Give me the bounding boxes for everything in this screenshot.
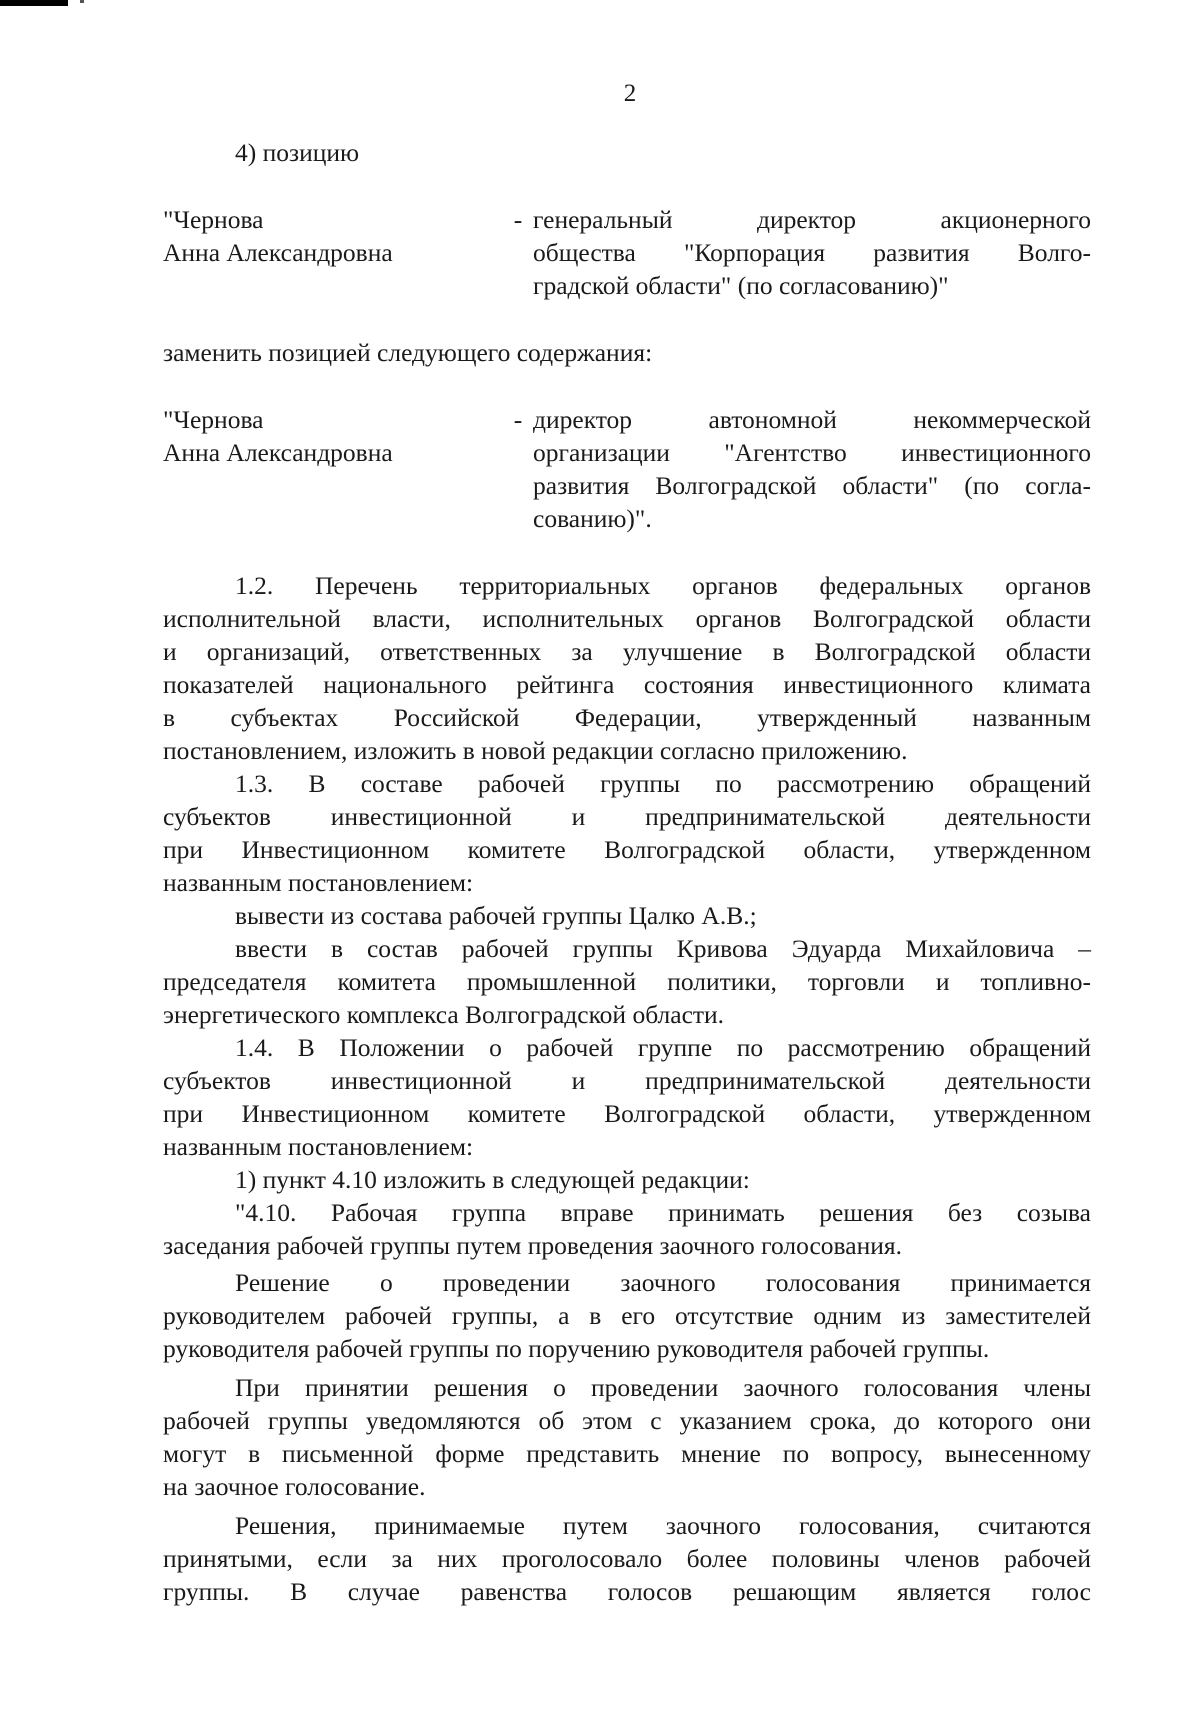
- new-entry-name: [163, 403, 503, 535]
- new-entry-desc-line: развития Волгоградской области" (по согла-: [533, 471, 1091, 500]
- text-line: субъектов инвестиционной и предпринимательской деятельности: [163, 1066, 1091, 1095]
- new-entry-desc-line: директор автономной некоммерческой: [533, 405, 1091, 434]
- old-entry: [163, 203, 1091, 302]
- paragraph-1-2: [163, 569, 1091, 767]
- new-entry: [163, 403, 1091, 535]
- new-entry-dash: -: [513, 405, 523, 434]
- text-line: руководителя рабочей группы по поручению руководителя рабочей группы.: [163, 1334, 990, 1363]
- new-entry-description: [533, 403, 1091, 535]
- paragraph-1-3: [163, 767, 1091, 1031]
- text-line: вывести из состава рабочей группы Цалко А.В.;: [235, 901, 757, 930]
- old-entry-desc-line: общества "Корпорация развития Волго-: [533, 238, 1091, 267]
- replace-instruction: заменить позицией следующего содержания:: [163, 338, 653, 367]
- text-line: руководителем рабочей группы, а в его отсутствие одним из заместителей: [163, 1301, 1091, 1330]
- old-entry-desc-line: генеральный директор акционерного: [533, 205, 1091, 234]
- item4-intro: 4) позицию: [235, 138, 360, 167]
- old-entry-name-line: Анна Александровна: [163, 238, 393, 267]
- page-number: 2: [623, 80, 637, 107]
- text-line: Решения, принимаемые путем заочного голосования, считаются: [235, 1511, 1091, 1540]
- text-line: ввести в состав рабочей группы Кривова Эдуарда Михайловича –: [235, 934, 1091, 963]
- old-entry-name-line: "Чернова: [163, 205, 264, 234]
- text-line: в субъектах Российской Федерации, утвержденный названным: [163, 703, 1091, 732]
- text-line: и организаций, ответственных за улучшение в Волгоградской области: [163, 637, 1091, 666]
- text-line: на заочное голосование.: [163, 1472, 426, 1501]
- text-line: 1.4. В Положении о рабочей группе по рассмотрению обращений: [235, 1033, 1091, 1062]
- text-line: группы. В случае равенства голосов решающим является голос: [163, 1577, 1091, 1606]
- old-entry-desc-line: градской области" (по согласованию)": [533, 271, 949, 300]
- text-line: 1) пункт 4.10 изложить в следующей редакции:: [235, 1165, 750, 1194]
- text-line: заседания рабочей группы путем проведения заочного голосования.: [163, 1231, 902, 1260]
- text-line: принятыми, если за них проголосовало более половины членов рабочей: [163, 1544, 1091, 1573]
- old-entry-name: [163, 203, 503, 302]
- text-line: могут в письменной форме представить мнение по вопросу, вынесенному: [163, 1439, 1091, 1468]
- text-line: 1.3. В составе рабочей группы по рассмотрению обращений: [235, 769, 1091, 798]
- new-entry-desc-line: организации "Агентство инвестиционного: [533, 438, 1091, 467]
- paragraph-1-4: [163, 1031, 1091, 1262]
- paragraph-decision: [163, 1266, 1091, 1365]
- text-line: При принятии решения о проведении заочного голосования члены: [235, 1373, 1091, 1402]
- text-line: названным постановлением:: [163, 1132, 474, 1161]
- text-line: названным постановлением:: [163, 868, 474, 897]
- text-line: "4.10. Рабочая группа вправе принимать решения без созыва: [235, 1198, 1091, 1227]
- text-line: 1.2. Перечень территориальных органов федеральных органов: [235, 571, 1091, 600]
- text-line: показателей национального рейтинга состояния инвестиционного климата: [163, 670, 1091, 699]
- document-body: [163, 136, 1091, 1608]
- scan-edge-mark: [0, 0, 68, 6]
- text-line: рабочей группы уведомляются об этом с указанием срока, до которого они: [163, 1406, 1091, 1435]
- text-line: исполнительной власти, исполнительных органов Волгоградской области: [163, 604, 1091, 633]
- paragraph-notify: [163, 1371, 1091, 1503]
- text-line: Решение о проведении заочного голосования принимается: [235, 1268, 1091, 1297]
- new-entry-name-line: Анна Александровна: [163, 438, 393, 467]
- old-entry-description: [533, 203, 1091, 302]
- new-entry-name-line: "Чернова: [163, 405, 264, 434]
- text-line: энергетического комплекса Волгоградской области.: [163, 1000, 725, 1029]
- new-entry-desc-line: сованию)".: [533, 504, 652, 533]
- scan-edge-dot: [80, 0, 84, 3]
- text-line: субъектов инвестиционной и предпринимательской деятельности: [163, 802, 1091, 831]
- text-line: постановлением, изложить в новой редакции согласно приложению.: [163, 736, 908, 765]
- old-entry-dash: -: [513, 205, 523, 234]
- text-line: при Инвестиционном комитете Волгоградской области, утвержденном: [163, 1099, 1091, 1128]
- paragraph-accept: [163, 1509, 1091, 1608]
- text-line: при Инвестиционном комитете Волгоградской области, утвержденном: [163, 835, 1091, 864]
- text-line: председателя комитета промышленной политики, торговли и топливно-: [163, 967, 1091, 996]
